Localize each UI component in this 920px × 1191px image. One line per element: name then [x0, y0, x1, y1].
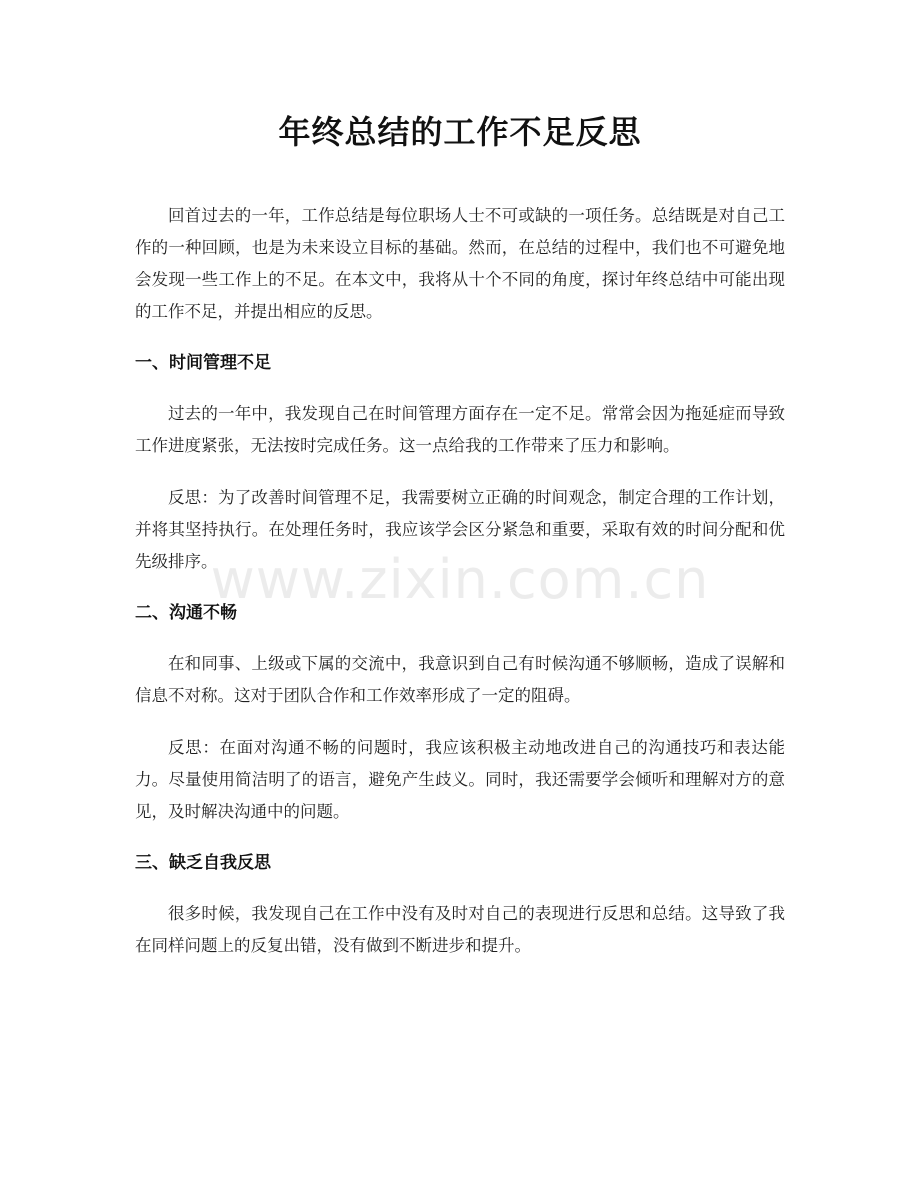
intro-paragraph: 回首过去的一年，工作总结是每位职场人士不可或缺的一项任务。总结既是对自己工作的一种回顾，也是为未来设立目标的基础。然而，在总结的过程中，我们也不可避免地会发现一些工作上的不足。在本文中，我将从十个不同的角度，探讨年终总结中可能出现的工作不足，并提出相应的反思。	[135, 206, 785, 321]
watermark: www.zixin.com.cn	[210, 548, 710, 611]
section-2-paragraph-1: 在和同事、上级或下属的交流中，我意识到自己有时候沟通不够顺畅，造成了误解和信息不对称。这对于团队合作和工作效率形成了一定的阻碍。	[135, 654, 785, 705]
page-title: 年终总结的工作不足反思	[278, 113, 642, 151]
section-heading-self-reflection: 三、缺乏自我反思	[135, 853, 271, 873]
section-heading-time-management: 一、时间管理不足	[135, 353, 271, 373]
section-heading-communication: 二、沟通不畅	[135, 603, 237, 623]
section-1-paragraph-1: 过去的一年中，我发现自己在时间管理方面存在一定不足。常常会因为拖延症而导致工作进度紧张，无法按时完成任务。这一点给我的工作带来了压力和影响。	[135, 404, 785, 455]
section-1-paragraph-2: 反思：为了改善时间管理不足，我需要树立正确的时间观念，制定合理的工作计划，并将其坚持执行。在处理任务时，我应该学会区分紧急和重要，采取有效的时间分配和优先级排序。	[135, 488, 785, 571]
section-2-paragraph-2: 反思：在面对沟通不畅的问题时，我应该积极主动地改进自己的沟通技巧和表达能力。尽量使用简洁明了的语言，避免产生歧义。同时，我还需要学会倾听和理解对方的意见，及时解决沟通中的问题。	[135, 738, 785, 821]
section-3-paragraph-1: 很多时候，我发现自己在工作中没有及时对自己的表现进行反思和总结。这导致了我在同样问题上的反复出错，没有做到不断进步和提升。	[135, 904, 785, 955]
